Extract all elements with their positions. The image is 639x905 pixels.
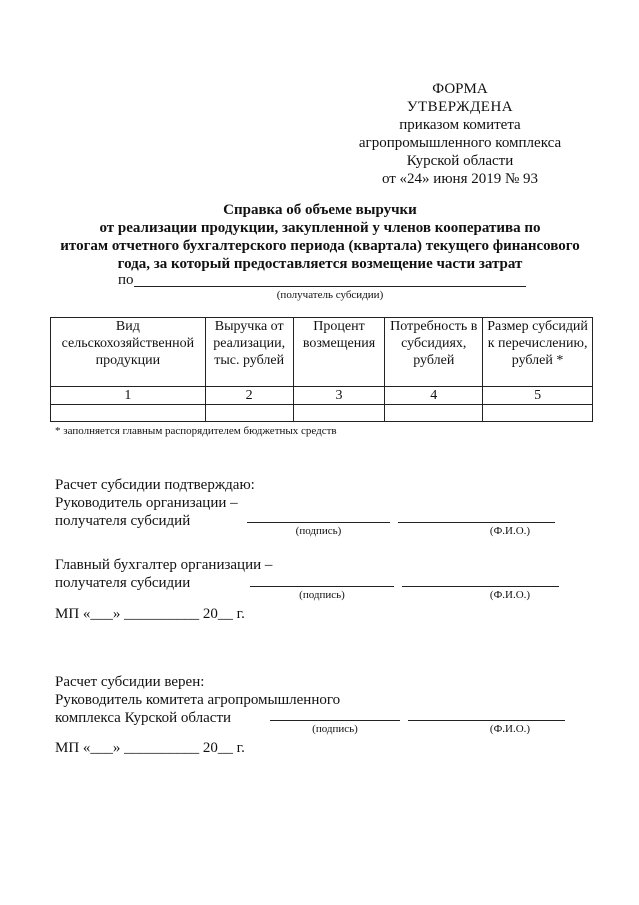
title-line-3: итогам отчетного бухгалтерского периода (квартала) текущего финансового — [60, 238, 580, 254]
col-number-2: 2 — [205, 387, 293, 405]
confirm-label-1: Расчет субсидии подтверждаю: — [55, 477, 255, 493]
table-header-row — [51, 318, 593, 387]
header-percent: Процент возмещения — [293, 318, 385, 387]
signature-caption-3: (подпись) — [312, 723, 358, 735]
confirm-label-3: Расчет субсидии верен: — [55, 674, 205, 690]
signature-field-2[interactable] — [250, 586, 394, 587]
name-field-1[interactable] — [398, 522, 555, 523]
accountant-line-2: получателя субсидии — [55, 575, 191, 591]
head-org-line-1: Руководитель организации – — [55, 495, 238, 511]
approval-line-2: агропромышленного комплекса — [358, 135, 562, 151]
table-number-row — [51, 387, 593, 405]
table-cell[interactable] — [385, 405, 483, 422]
table-cell[interactable] — [205, 405, 293, 422]
recipient-field[interactable] — [134, 286, 526, 287]
recipient-caption: (получатель субсидии) — [276, 289, 384, 301]
title-line-2: от реализации продукции, закупленной у членов кооператива по — [99, 220, 541, 236]
table-cell[interactable] — [483, 405, 593, 422]
table-cell[interactable] — [293, 405, 385, 422]
approval-line-4: от «24» июня 2019 № 93 — [381, 171, 539, 187]
header-revenue: Выручка от реализации, тыс. рублей — [205, 318, 293, 387]
header-need: Потребность в субсидиях, рублей — [385, 318, 483, 387]
recipient-prefix: по — [118, 272, 134, 288]
name-caption-1: (Ф.И.О.) — [489, 525, 531, 537]
committee-head-line-1: Руководитель комитета агропромышленного — [55, 692, 341, 708]
document-title — [40, 201, 600, 273]
mp-line-3: МП «___» __________ 20__ г. — [55, 740, 245, 756]
revenue-table — [50, 317, 593, 422]
title-line-4: года, за который предоставляется возмещение части затрат — [117, 256, 523, 272]
table-cell[interactable] — [51, 405, 206, 422]
header-product-type: Вид сельскохозяйственной продукции — [51, 318, 206, 387]
col-number-5: 5 — [483, 387, 593, 405]
name-field-3[interactable] — [408, 720, 565, 721]
signature-caption-2: (подпись) — [299, 589, 345, 601]
table-row — [51, 405, 593, 422]
committee-head-line-2: комплекса Курской области — [55, 710, 232, 726]
accountant-line-1: Главный бухгалтер организации – — [55, 557, 273, 573]
signature-field-1[interactable] — [247, 522, 390, 523]
col-number-1: 1 — [51, 387, 206, 405]
header-subsidy-size: Размер субсидий к перечислению, рублей * — [483, 318, 593, 387]
form-label: ФОРМА — [432, 81, 488, 97]
head-org-line-2: получателя субсидий — [55, 513, 191, 529]
footnote: * заполняется главным распорядителем бюджетных средств — [55, 425, 337, 437]
approval-line-1: приказом комитета — [399, 117, 521, 133]
name-caption-2: (Ф.И.О.) — [489, 589, 531, 601]
signature-caption-1: (подпись) — [295, 525, 342, 537]
approval-line-3: Курской области — [406, 153, 514, 169]
col-number-4: 4 — [385, 387, 483, 405]
name-field-2[interactable] — [402, 586, 559, 587]
approval-stamp-block — [330, 80, 590, 188]
signature-field-3[interactable] — [270, 720, 400, 721]
col-number-3: 3 — [293, 387, 385, 405]
title-line-1: Справка об объеме выручки — [223, 202, 417, 218]
mp-line-2: МП «___» __________ 20__ г. — [55, 606, 245, 622]
name-caption-3: (Ф.И.О.) — [489, 723, 531, 735]
approved-label: УТВЕРЖДЕНА — [406, 99, 514, 115]
